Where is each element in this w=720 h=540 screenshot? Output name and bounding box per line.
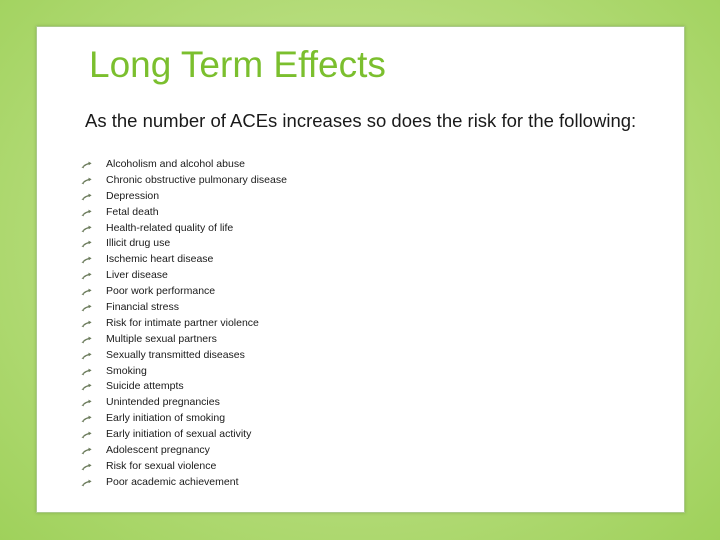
list-item bbox=[81, 459, 287, 475]
arrow-bullet-icon bbox=[81, 284, 106, 300]
list-item-label: Financial stress bbox=[106, 301, 179, 314]
arrow-bullet-icon bbox=[81, 157, 106, 173]
list-item bbox=[81, 316, 287, 332]
list-item-label: Unintended pregnancies bbox=[106, 396, 220, 409]
list-item bbox=[81, 173, 287, 189]
arrow-bullet-icon bbox=[81, 189, 106, 205]
list-item-label: Poor academic achievement bbox=[106, 475, 239, 488]
intro-text: As the number of ACEs increases so does the risk for the following: bbox=[85, 110, 637, 131]
list-item bbox=[81, 379, 287, 395]
list-item-label: Sexually transmitted diseases bbox=[106, 348, 245, 361]
arrow-bullet-icon bbox=[81, 427, 106, 443]
slide-frame bbox=[36, 26, 685, 513]
arrow-bullet-icon bbox=[81, 459, 106, 475]
list-item bbox=[81, 411, 287, 427]
list-item bbox=[81, 332, 287, 348]
list-item-label: Early initiation of smoking bbox=[106, 412, 226, 425]
list-item bbox=[81, 475, 287, 491]
arrow-bullet-icon bbox=[81, 348, 106, 364]
list-item-label: Health-related quality of life bbox=[106, 221, 234, 234]
list-item-label: Suicide attempts bbox=[106, 380, 184, 393]
list-item-label: Early initiation of sexual activity bbox=[106, 428, 252, 441]
list-item bbox=[81, 443, 287, 459]
arrow-bullet-icon bbox=[81, 443, 106, 459]
arrow-bullet-icon bbox=[81, 236, 106, 252]
arrow-bullet-icon bbox=[81, 205, 106, 221]
list-item bbox=[81, 189, 287, 205]
list-item-label: Risk for intimate partner violence bbox=[106, 316, 259, 329]
list-item bbox=[81, 157, 287, 173]
list-item bbox=[81, 221, 287, 237]
arrow-bullet-icon bbox=[81, 173, 106, 189]
slide-title: Long Term Effects bbox=[89, 44, 386, 85]
list-item-label: Fetal death bbox=[106, 205, 159, 218]
arrow-bullet-icon bbox=[81, 379, 106, 395]
list-item bbox=[81, 236, 287, 252]
arrow-bullet-icon bbox=[81, 300, 106, 316]
list-item-label: Liver disease bbox=[106, 269, 168, 282]
list-item bbox=[81, 252, 287, 268]
list-item bbox=[81, 348, 287, 364]
list-item-label: Poor work performance bbox=[106, 285, 216, 298]
list-item bbox=[81, 284, 287, 300]
list-item-label: Risk for sexual violence bbox=[106, 459, 217, 472]
list-item-label: Illicit drug use bbox=[106, 237, 171, 250]
list-item-label: Smoking bbox=[106, 364, 147, 377]
list-item bbox=[81, 395, 287, 411]
list-item-label: Multiple sexual partners bbox=[106, 332, 217, 345]
list-item-label: Depression bbox=[106, 189, 160, 202]
list-item bbox=[81, 268, 287, 284]
list-item bbox=[81, 364, 287, 380]
list-item-label: Ischemic heart disease bbox=[106, 253, 214, 266]
arrow-bullet-icon bbox=[81, 268, 106, 284]
list-item-label: Alcoholism and alcohol abuse bbox=[106, 158, 245, 170]
list-item-label: Adolescent pregnancy bbox=[106, 444, 210, 457]
arrow-bullet-icon bbox=[81, 395, 106, 411]
list-item bbox=[81, 205, 287, 221]
arrow-bullet-icon bbox=[81, 475, 106, 491]
arrow-bullet-icon bbox=[81, 221, 106, 237]
arrow-bullet-icon bbox=[81, 332, 106, 348]
arrow-bullet-icon bbox=[81, 364, 106, 380]
list-item bbox=[81, 300, 287, 316]
list-item-label: Chronic obstructive pulmonary disease bbox=[106, 173, 287, 186]
list-item bbox=[81, 427, 287, 443]
effects-list bbox=[81, 157, 287, 491]
arrow-bullet-icon bbox=[81, 316, 106, 332]
arrow-bullet-icon bbox=[81, 252, 106, 268]
arrow-bullet-icon bbox=[81, 411, 106, 427]
